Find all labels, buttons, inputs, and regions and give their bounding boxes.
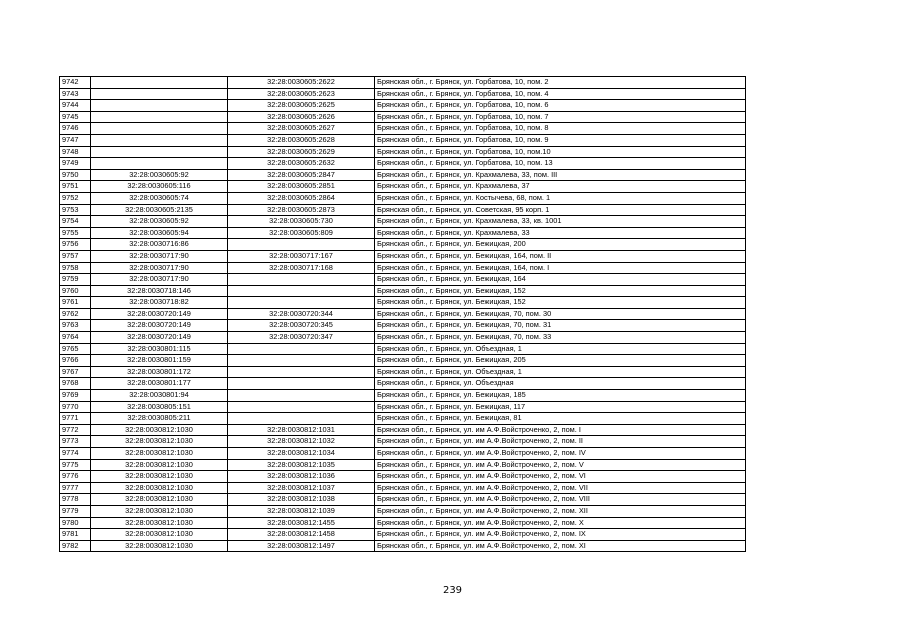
- registry-table-body: [60, 77, 746, 552]
- address-cell: Брянская обл., г. Брянск, ул. Горбатова, 10, пом. 2: [375, 77, 746, 89]
- row-number-cell: 9746: [60, 123, 91, 135]
- object-number-cell: 32:28:0030812:1458: [228, 529, 375, 541]
- address-cell: Брянская обл., г. Брянск, ул. им А.Ф.Войстроченко, 2, пом. I: [375, 424, 746, 436]
- table-row: [60, 285, 746, 297]
- address-cell: Брянская обл., г. Брянск, ул. Костычева, 68, пом. 1: [375, 192, 746, 204]
- object-number-cell: 32:28:0030812:1031: [228, 424, 375, 436]
- parcel-number-cell: 32:28:0030720:149: [91, 308, 228, 320]
- parcel-number-cell: 32:28:0030812:1030: [91, 482, 228, 494]
- object-number-cell: [228, 274, 375, 286]
- row-number-cell: 9763: [60, 320, 91, 332]
- table-row: [60, 262, 746, 274]
- row-number-cell: 9753: [60, 204, 91, 216]
- table-row: [60, 88, 746, 100]
- table-row: [60, 355, 746, 367]
- row-number-cell: 9776: [60, 471, 91, 483]
- parcel-number-cell: 32:28:0030801:94: [91, 390, 228, 402]
- parcel-number-cell: 32:28:0030718:82: [91, 297, 228, 309]
- object-number-cell: 32:28:0030605:2864: [228, 192, 375, 204]
- table-row: [60, 297, 746, 309]
- object-number-cell: 32:28:0030812:1036: [228, 471, 375, 483]
- table-row: [60, 146, 746, 158]
- row-number-cell: 9765: [60, 343, 91, 355]
- address-cell: Брянская обл., г. Брянск, ул. Горбатова, 10, пом.10: [375, 146, 746, 158]
- row-number-cell: 9757: [60, 250, 91, 262]
- parcel-number-cell: 32:28:0030605:74: [91, 192, 228, 204]
- parcel-number-cell: 32:28:0030812:1030: [91, 424, 228, 436]
- object-number-cell: 32:28:0030605:2626: [228, 111, 375, 123]
- object-number-cell: [228, 239, 375, 251]
- object-number-cell: [228, 343, 375, 355]
- parcel-number-cell: 32:28:0030812:1030: [91, 505, 228, 517]
- row-number-cell: 9745: [60, 111, 91, 123]
- table-row: [60, 343, 746, 355]
- row-number-cell: 9764: [60, 332, 91, 344]
- object-number-cell: 32:28:0030812:1038: [228, 494, 375, 506]
- address-cell: Брянская обл., г. Брянск, ул. Бежицкая, 70, пом. 33: [375, 332, 746, 344]
- address-cell: Брянская обл., г. Брянск, ул. им А.Ф.Войстроченко, 2, пом. V: [375, 459, 746, 471]
- row-number-cell: 9744: [60, 100, 91, 112]
- parcel-number-cell: 32:28:0030812:1030: [91, 540, 228, 552]
- object-number-cell: 32:28:0030812:1035: [228, 459, 375, 471]
- row-number-cell: 9774: [60, 448, 91, 460]
- object-number-cell: 32:28:0030605:2851: [228, 181, 375, 193]
- row-number-cell: 9756: [60, 239, 91, 251]
- object-number-cell: 32:28:0030812:1037: [228, 482, 375, 494]
- parcel-number-cell: 32:28:0030717:90: [91, 274, 228, 286]
- registry-table: [59, 76, 746, 552]
- object-number-cell: 32:28:0030605:2627: [228, 123, 375, 135]
- row-number-cell: 9770: [60, 401, 91, 413]
- parcel-number-cell: 32:28:0030718:146: [91, 285, 228, 297]
- row-number-cell: 9742: [60, 77, 91, 89]
- parcel-number-cell: 32:28:0030812:1030: [91, 436, 228, 448]
- row-number-cell: 9743: [60, 88, 91, 100]
- row-number-cell: 9779: [60, 505, 91, 517]
- object-number-cell: 32:28:0030812:1034: [228, 448, 375, 460]
- parcel-number-cell: 32:28:0030801:177: [91, 378, 228, 390]
- address-cell: Брянская обл., г. Брянск, ул. Крахмалева, 37: [375, 181, 746, 193]
- parcel-number-cell: [91, 100, 228, 112]
- address-cell: Брянская обл., г. Брянск, ул. им А.Ф.Войстроченко, 2, пом. IX: [375, 529, 746, 541]
- parcel-number-cell: 32:28:0030720:149: [91, 320, 228, 332]
- address-cell: Брянская обл., г. Брянск, ул. Бежицкая, 81: [375, 413, 746, 425]
- object-number-cell: 32:28:0030605:2622: [228, 77, 375, 89]
- table-row: [60, 216, 746, 228]
- object-number-cell: 32:28:0030717:168: [228, 262, 375, 274]
- object-number-cell: 32:28:0030605:2623: [228, 88, 375, 100]
- address-cell: Брянская обл., г. Брянск, ул. Бежицкая, 164, пом. II: [375, 250, 746, 262]
- row-number-cell: 9768: [60, 378, 91, 390]
- parcel-number-cell: 32:28:0030605:92: [91, 169, 228, 181]
- row-number-cell: 9747: [60, 134, 91, 146]
- address-cell: Брянская обл., г. Брянск, ул. им А.Ф.Войстроченко, 2, пом. VI: [375, 471, 746, 483]
- row-number-cell: 9778: [60, 494, 91, 506]
- object-number-cell: [228, 413, 375, 425]
- address-cell: Брянская обл., г. Брянск, ул. Горбатова, 10, пом. 13: [375, 158, 746, 170]
- address-cell: Брянская обл., г. Брянск, ул. Объездная: [375, 378, 746, 390]
- row-number-cell: 9748: [60, 146, 91, 158]
- address-cell: Брянская обл., г. Брянск, ул. им А.Ф.Войстроченко, 2, пом. XII: [375, 505, 746, 517]
- object-number-cell: [228, 378, 375, 390]
- address-cell: Брянская обл., г. Брянск, ул. Горбатова, 10, пом. 8: [375, 123, 746, 135]
- parcel-number-cell: 32:28:0030812:1030: [91, 494, 228, 506]
- object-number-cell: 32:28:0030717:167: [228, 250, 375, 262]
- table-row: [60, 169, 746, 181]
- table-row: [60, 192, 746, 204]
- table-row: [60, 100, 746, 112]
- object-number-cell: 32:28:0030720:344: [228, 308, 375, 320]
- table-row: [60, 274, 746, 286]
- row-number-cell: 9758: [60, 262, 91, 274]
- table-row: [60, 158, 746, 170]
- row-number-cell: 9755: [60, 227, 91, 239]
- object-number-cell: 32:28:0030605:2847: [228, 169, 375, 181]
- row-number-cell: 9751: [60, 181, 91, 193]
- table-row: [60, 505, 746, 517]
- row-number-cell: 9782: [60, 540, 91, 552]
- table-row: [60, 494, 746, 506]
- row-number-cell: 9780: [60, 517, 91, 529]
- address-cell: Брянская обл., г. Брянск, ул. Бежицкая, 205: [375, 355, 746, 367]
- object-number-cell: [228, 355, 375, 367]
- parcel-number-cell: 32:28:0030812:1030: [91, 448, 228, 460]
- row-number-cell: 9767: [60, 366, 91, 378]
- table-row: [60, 529, 746, 541]
- parcel-number-cell: [91, 123, 228, 135]
- parcel-number-cell: 32:28:0030801:172: [91, 366, 228, 378]
- parcel-number-cell: 32:28:0030801:159: [91, 355, 228, 367]
- row-number-cell: 9769: [60, 390, 91, 402]
- row-number-cell: 9762: [60, 308, 91, 320]
- table-row: [60, 308, 746, 320]
- object-number-cell: 32:28:0030605:2625: [228, 100, 375, 112]
- row-number-cell: 9759: [60, 274, 91, 286]
- table-row: [60, 134, 746, 146]
- parcel-number-cell: 32:28:0030605:116: [91, 181, 228, 193]
- address-cell: Брянская обл., г. Брянск, ул. Бежицкая, 70, пом. 31: [375, 320, 746, 332]
- object-number-cell: 32:28:0030605:2628: [228, 134, 375, 146]
- address-cell: Брянская обл., г. Брянск, ул. им А.Ф.Войстроченко, 2, пом. X: [375, 517, 746, 529]
- address-cell: Брянская обл., г. Брянск, ул. Бежицкая, 70, пом. 30: [375, 308, 746, 320]
- parcel-number-cell: 32:28:0030605:2135: [91, 204, 228, 216]
- object-number-cell: [228, 366, 375, 378]
- table-row: [60, 227, 746, 239]
- parcel-number-cell: [91, 88, 228, 100]
- table-row: [60, 250, 746, 262]
- table-row: [60, 459, 746, 471]
- parcel-number-cell: 32:28:0030801:115: [91, 343, 228, 355]
- object-number-cell: 32:28:0030605:730: [228, 216, 375, 228]
- table-row: [60, 111, 746, 123]
- address-cell: Брянская обл., г. Брянск, ул. Объездная, 1: [375, 343, 746, 355]
- object-number-cell: 32:28:0030605:2632: [228, 158, 375, 170]
- object-number-cell: 32:28:0030812:1455: [228, 517, 375, 529]
- object-number-cell: 32:28:0030812:1039: [228, 505, 375, 517]
- parcel-number-cell: 32:28:0030605:94: [91, 227, 228, 239]
- address-cell: Брянская обл., г. Брянск, ул. им А.Ф.Войстроченко, 2, пом. VIII: [375, 494, 746, 506]
- object-number-cell: 32:28:0030812:1497: [228, 540, 375, 552]
- row-number-cell: 9766: [60, 355, 91, 367]
- address-cell: Брянская обл., г. Брянск, ул. Бежицкая, 164: [375, 274, 746, 286]
- table-row: [60, 320, 746, 332]
- address-cell: Брянская обл., г. Брянск, ул. Бежицкая, 164, пом. I: [375, 262, 746, 274]
- object-number-cell: [228, 401, 375, 413]
- parcel-number-cell: 32:28:0030812:1030: [91, 529, 228, 541]
- address-cell: Брянская обл., г. Брянск, ул. Крахмалева, 33, кв. 1001: [375, 216, 746, 228]
- row-number-cell: 9772: [60, 424, 91, 436]
- address-cell: Брянская обл., г. Брянск, ул. им А.Ф.Войстроченко, 2, пом. XI: [375, 540, 746, 552]
- parcel-number-cell: 32:28:0030720:149: [91, 332, 228, 344]
- parcel-number-cell: 32:28:0030812:1030: [91, 471, 228, 483]
- object-number-cell: 32:28:0030605:2629: [228, 146, 375, 158]
- address-cell: Брянская обл., г. Брянск, ул. Бежицкая, 185: [375, 390, 746, 402]
- row-number-cell: 9775: [60, 459, 91, 471]
- row-number-cell: 9760: [60, 285, 91, 297]
- table-row: [60, 517, 746, 529]
- parcel-number-cell: [91, 134, 228, 146]
- table-row: [60, 448, 746, 460]
- row-number-cell: 9781: [60, 529, 91, 541]
- address-cell: Брянская обл., г. Брянск, ул. им А.Ф.Войстроченко, 2, пом. VII: [375, 482, 746, 494]
- table-row: [60, 482, 746, 494]
- row-number-cell: 9752: [60, 192, 91, 204]
- parcel-number-cell: 32:28:0030717:90: [91, 250, 228, 262]
- address-cell: Брянская обл., г. Брянск, ул. Горбатова, 10, пом. 9: [375, 134, 746, 146]
- object-number-cell: [228, 390, 375, 402]
- table-row: [60, 204, 746, 216]
- parcel-number-cell: 32:28:0030812:1030: [91, 517, 228, 529]
- row-number-cell: 9754: [60, 216, 91, 228]
- address-cell: Брянская обл., г. Брянск, ул. Горбатова, 10, пом. 7: [375, 111, 746, 123]
- parcel-number-cell: 32:28:0030812:1030: [91, 459, 228, 471]
- page-number: 239: [442, 585, 463, 596]
- address-cell: Брянская обл., г. Брянск, ул. Крахмалева, 33: [375, 227, 746, 239]
- object-number-cell: 32:28:0030605:809: [228, 227, 375, 239]
- parcel-number-cell: [91, 77, 228, 89]
- address-cell: Брянская обл., г. Брянск, ул. Горбатова, 10, пом. 4: [375, 88, 746, 100]
- table-row: [60, 378, 746, 390]
- table-row: [60, 332, 746, 344]
- object-number-cell: 32:28:0030720:347: [228, 332, 375, 344]
- table-row: [60, 401, 746, 413]
- address-cell: Брянская обл., г. Брянск, ул. Бежицкая, 200: [375, 239, 746, 251]
- table-row: [60, 540, 746, 552]
- address-cell: Брянская обл., г. Брянск, ул. Крахмалева, 33, пом. III: [375, 169, 746, 181]
- address-cell: Брянская обл., г. Брянск, ул. Объездная, 1: [375, 366, 746, 378]
- row-number-cell: 9771: [60, 413, 91, 425]
- row-number-cell: 9777: [60, 482, 91, 494]
- object-number-cell: 32:28:0030812:1032: [228, 436, 375, 448]
- table-row: [60, 366, 746, 378]
- parcel-number-cell: 32:28:0030716:86: [91, 239, 228, 251]
- parcel-number-cell: [91, 146, 228, 158]
- table-row: [60, 239, 746, 251]
- table-row: [60, 181, 746, 193]
- row-number-cell: 9773: [60, 436, 91, 448]
- parcel-number-cell: 32:28:0030717:90: [91, 262, 228, 274]
- table-row: [60, 436, 746, 448]
- address-cell: Брянская обл., г. Брянск, ул. Бежицкая, 152: [375, 285, 746, 297]
- address-cell: Брянская обл., г. Брянск, ул. Бежицкая, 152: [375, 297, 746, 309]
- parcel-number-cell: 32:28:0030805:211: [91, 413, 228, 425]
- parcel-number-cell: [91, 158, 228, 170]
- address-cell: Брянская обл., г. Брянск, ул. им А.Ф.Войстроченко, 2, пом. II: [375, 436, 746, 448]
- object-number-cell: 32:28:0030720:345: [228, 320, 375, 332]
- parcel-number-cell: 32:28:0030605:92: [91, 216, 228, 228]
- address-cell: Брянская обл., г. Брянск, ул. Горбатова, 10, пом. 6: [375, 100, 746, 112]
- parcel-number-cell: [91, 111, 228, 123]
- table-row: [60, 123, 746, 135]
- table-row: [60, 77, 746, 89]
- address-cell: Брянская обл., г. Брянск, ул. Советская, 95 корп. 1: [375, 204, 746, 216]
- object-number-cell: 32:28:0030605:2873: [228, 204, 375, 216]
- table-row: [60, 390, 746, 402]
- table-row: [60, 413, 746, 425]
- row-number-cell: 9761: [60, 297, 91, 309]
- object-number-cell: [228, 297, 375, 309]
- row-number-cell: 9749: [60, 158, 91, 170]
- table-row: [60, 424, 746, 436]
- table-row: [60, 471, 746, 483]
- address-cell: Брянская обл., г. Брянск, ул. Бежицкая, 117: [375, 401, 746, 413]
- parcel-number-cell: 32:28:0030805:151: [91, 401, 228, 413]
- row-number-cell: 9750: [60, 169, 91, 181]
- address-cell: Брянская обл., г. Брянск, ул. им А.Ф.Войстроченко, 2, пом. IV: [375, 448, 746, 460]
- object-number-cell: [228, 285, 375, 297]
